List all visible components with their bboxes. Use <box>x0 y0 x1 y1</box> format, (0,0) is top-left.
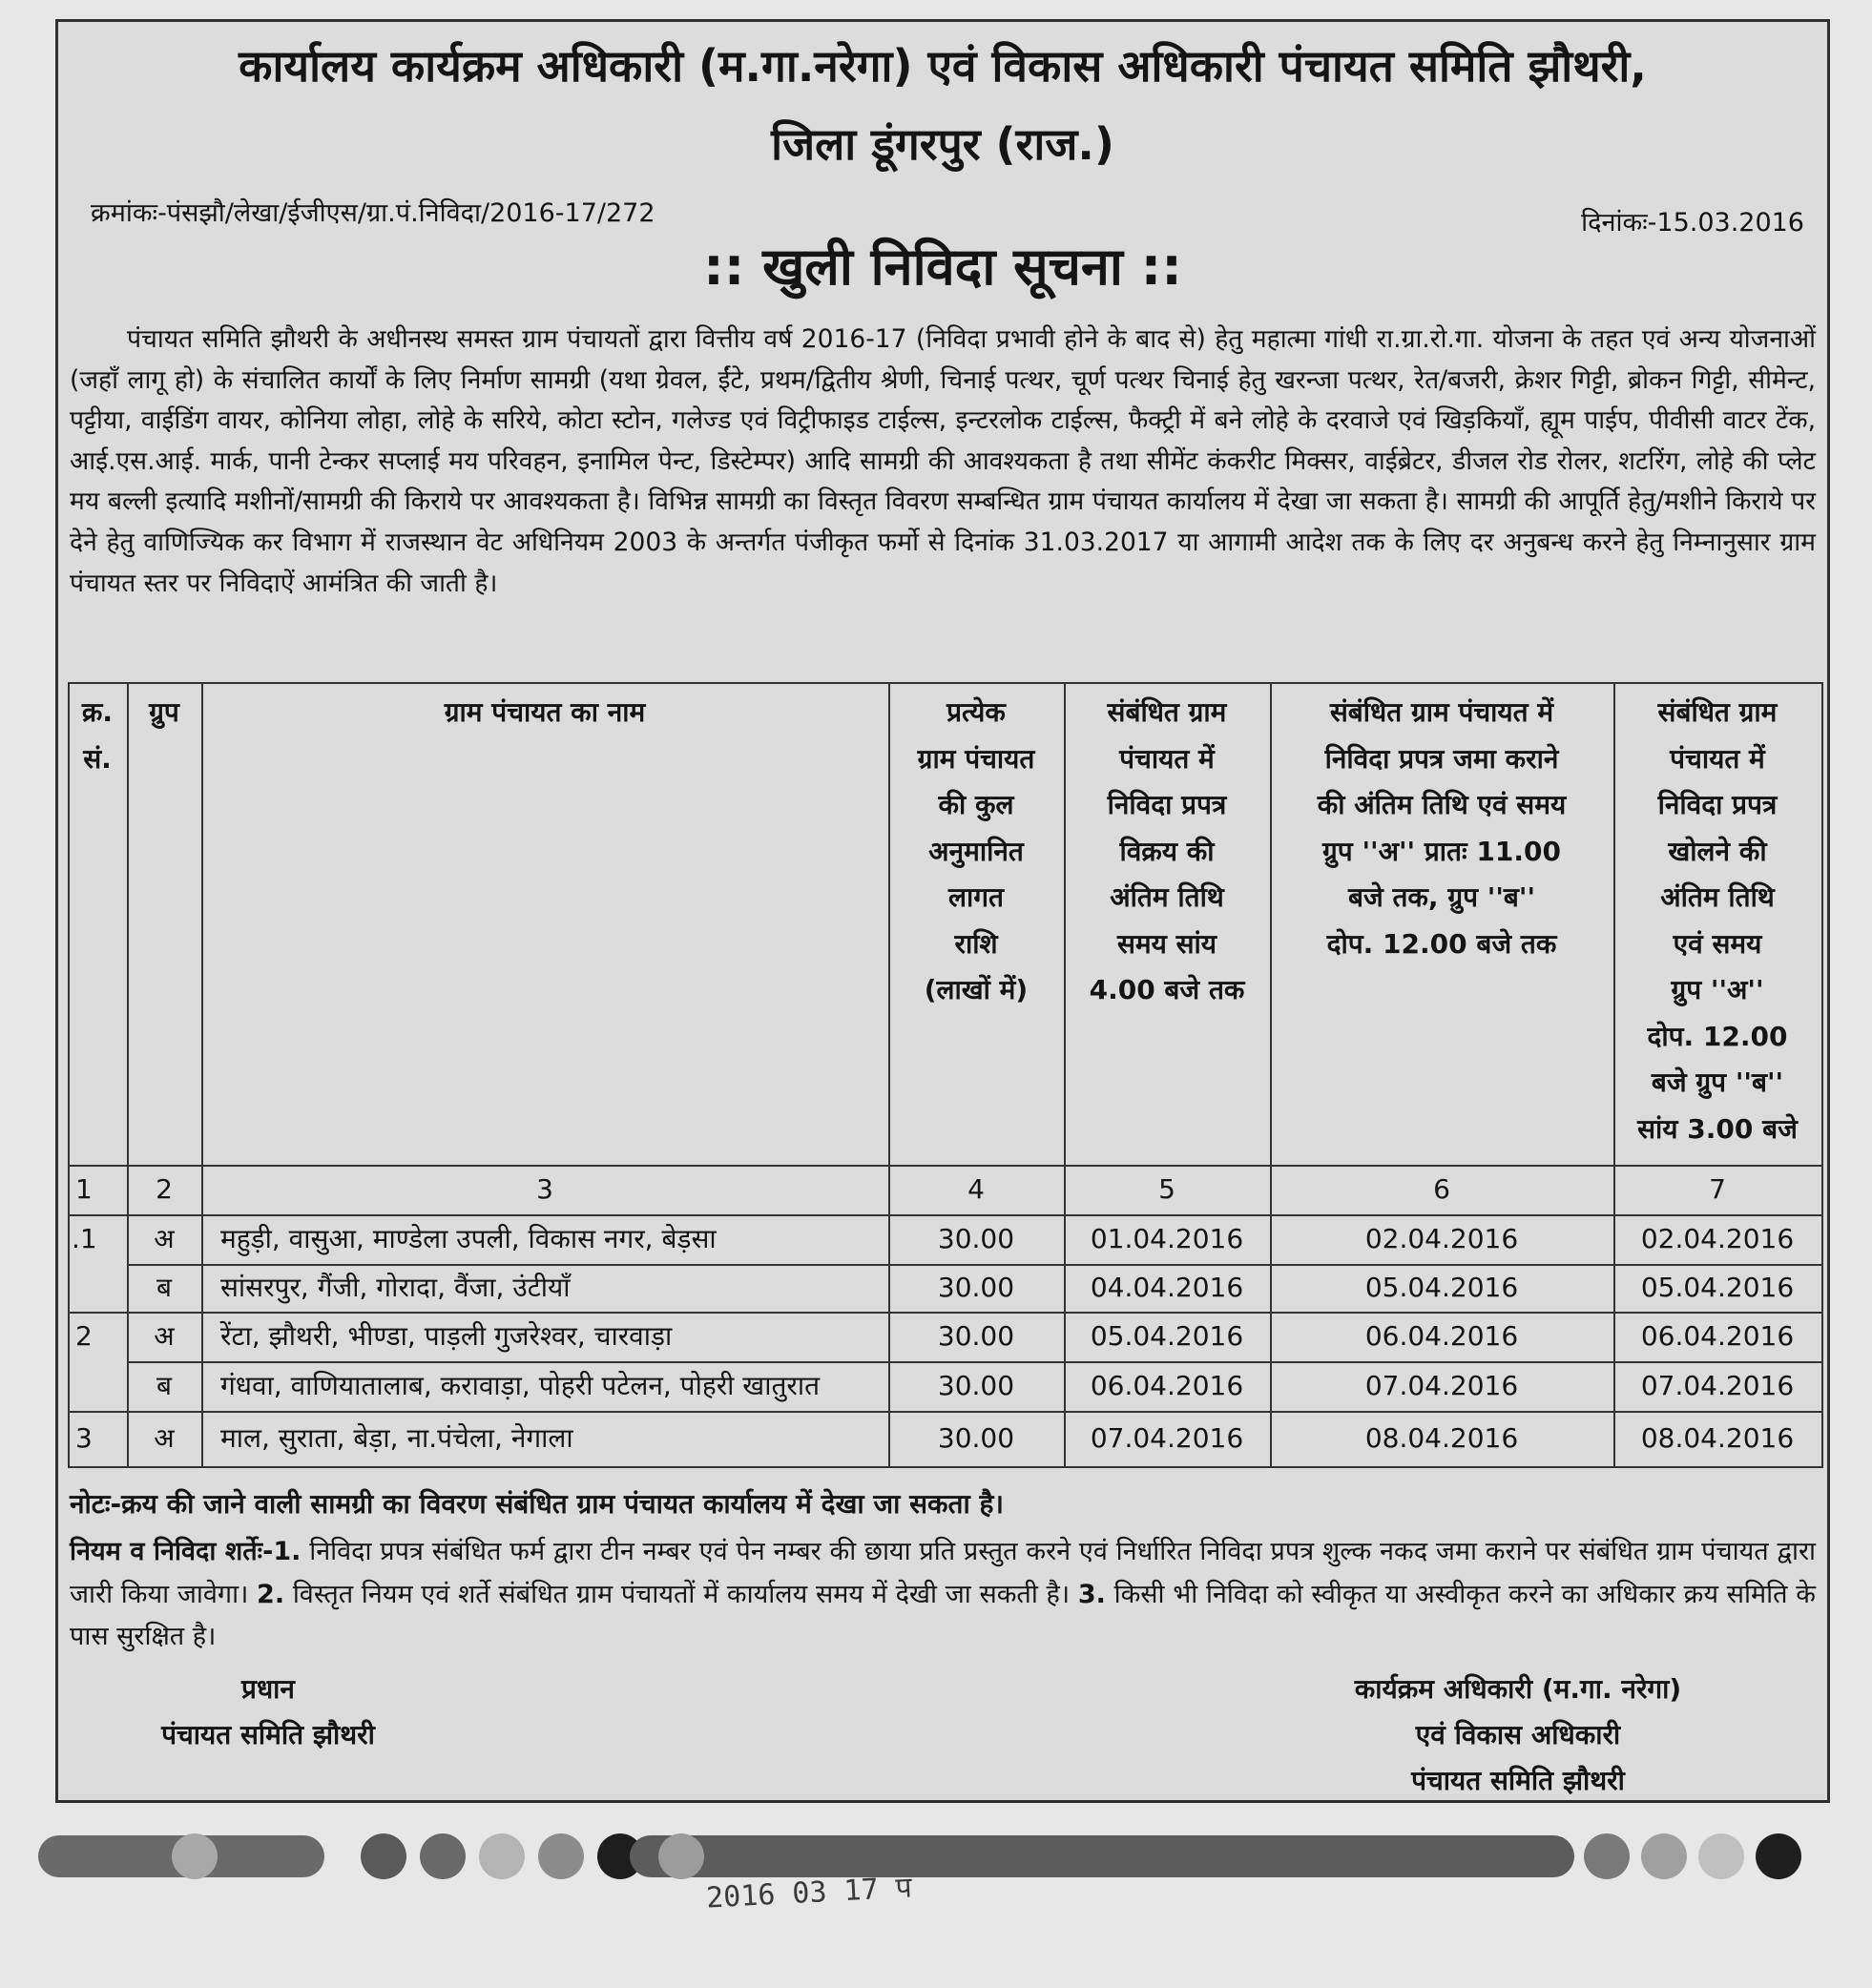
row-group: ब <box>156 1370 172 1401</box>
rule-2: विस्तृत नियम एवं शर्ते संबंधित ग्राम पंचायतों में कार्यालय समय में देखी जा सकती है। <box>292 1579 1071 1609</box>
terms-and-conditions <box>70 1531 1816 1659</box>
handwritten-date-stamp: 2016 03 17 प <box>705 1871 913 1916</box>
row-submit-date: 06.04.2016 <box>1364 1320 1519 1352</box>
row-sale-date: 01.04.2016 <box>1090 1223 1244 1254</box>
column-number: 4 <box>967 1173 985 1205</box>
column-number: 3 <box>536 1173 553 1205</box>
tender-table <box>68 682 1823 1468</box>
row-cost: 30.00 <box>937 1370 1015 1401</box>
tender-notice <box>55 19 1830 1803</box>
header-gp-name: ग्राम पंचायत का नाम <box>444 696 646 728</box>
row-sale-date: 07.04.2016 <box>1090 1422 1244 1454</box>
row-sno: 2 <box>75 1320 93 1352</box>
district-title: जिला डूंगरपुर (राज.) <box>771 118 1114 170</box>
row-group: अ <box>154 1422 175 1454</box>
row-sno: 3 <box>75 1422 93 1454</box>
column-number: 1 <box>75 1173 93 1205</box>
header-group: ग्रुप <box>149 696 179 728</box>
row-gp-name: गंधवा, वाणियातालाब, करावाड़ा, पोहरी पटेलन, पोहरी खातुरात <box>220 1370 821 1401</box>
row-group: अ <box>154 1223 175 1254</box>
row-submit-date: 05.04.2016 <box>1364 1272 1519 1303</box>
row-open-date: 07.04.2016 <box>1640 1370 1795 1401</box>
note: नोटः-क्रय की जाने वाली सामग्री का विवरण संबंधित ग्राम पंचायत कार्यालय में देखा जा सकता है। <box>70 1488 1005 1520</box>
row-open-date: 02.04.2016 <box>1640 1223 1795 1254</box>
column-number: 7 <box>1709 1173 1726 1205</box>
row-cost: 30.00 <box>937 1223 1015 1254</box>
row-group: ब <box>156 1272 172 1303</box>
signature-pradhan: प्रधान पंचायत समिति झौथरी <box>161 1673 375 1750</box>
decorative-strip <box>38 1830 1851 1883</box>
row-sno: .1 <box>72 1223 97 1254</box>
rules-label: नियम व निविदा शर्तेः- <box>70 1537 274 1566</box>
column-number: 5 <box>1158 1173 1175 1205</box>
header-sale-date: संबंधित ग्राम पंचायत में निविदा प्रपत्र विक्रय की अंतिम तिथि समय सांय 4.00 बजे तक <box>1089 696 1245 1005</box>
rule-number: 2. <box>257 1579 285 1609</box>
row-open-date: 06.04.2016 <box>1640 1320 1795 1352</box>
office-title: कार्यालय कार्यक्रम अधिकारी (म.गा.नरेगा) एवं विकास अधिकारी पंचायत समिति झौथरी, <box>239 40 1647 92</box>
notice-date: दिनांकः-15.03.2016 <box>1581 208 1804 238</box>
row-gp-name: सांसरपुर, गैंजी, गोरादा, वैंजा, उंटीयाँ <box>220 1272 571 1303</box>
notice-heading: :: खुली निविदा सूचना :: <box>703 237 1182 297</box>
row-gp-name: महुड़ी, वासुआ, माण्डेला उपली, विकास नगर, बेड़सा <box>220 1223 717 1254</box>
header-cost: प्रत्येक ग्राम पंचायत की कुल अनुमानित लागत राशि (लाखों में) <box>917 696 1035 1005</box>
row-submit-date: 08.04.2016 <box>1364 1422 1519 1454</box>
row-submit-date: 07.04.2016 <box>1364 1370 1519 1401</box>
row-cost: 30.00 <box>937 1272 1015 1303</box>
row-sale-date: 06.04.2016 <box>1090 1370 1244 1401</box>
column-number: 6 <box>1433 1173 1450 1205</box>
rule-3: किसी भी निविदा को स्वीकृत या अस्वीकृत करने का अधिकार क्रय समिति के पास सुरक्षित है। <box>70 1579 1816 1651</box>
row-submit-date: 02.04.2016 <box>1364 1223 1519 1254</box>
column-number: 2 <box>156 1173 173 1205</box>
intro-paragraph: पंचायत समिति झौथरी के अधीनस्थ समस्त ग्राम पंचायतों द्वारा वित्तीय वर्ष 2016-17 (निविदा प्रभावी होने के बाद से) हेतु महात्मा गांधी रा.ग्रा.रो.गा. योजना के तहत एवं अन्य योजनाओं (जहाँ लागू हो) के संचालित कार्यों के लिए निर्माण सामग्री (यथा ग्रेवल, ईंटे, प्रथम/द्वितीय श्रेणी, चिनाई पत्थर, चूर्ण पत्थर चिनाई हेतु खरन्जा पत्थर, रेत/बजरी, क्रेशर गिट्टी, ब्रोकन गिट्टी, सीमेन्ट, पट्टीया, वाईडिंग वायर, कोनिया लोहा, लोहे के सरिये, कोटा स्टोन, गलेज्ड एवं विट्रीफाइड टाईल्स, इन्टरलोक टाईल्स, फैक्ट्री में बने लोहे के दरवाजे एवं खिड़कियाँ, ह्यूम पाईप, पीवीसी वाटर टेंक, आई.एस.आई. मार्क, पानी टेन्कर सप्लाई मय परिवहन, इनामिल पेन्ट, डिस्टेम्पर) आदि सामग्री की आवश्यकता है तथा सीमेंट कंकरीट मिक्सर, वाईब्रेटर, डीजल रोड रोलर, शटरिंग, लोहे की प्लेट मय बल्ली इत्यादि मशीनों/सामग्री की किराये पर आवश्यकता है। विभिन्न सामग्री का विस्तृत विवरण सम्बन्धित ग्राम पंचायत कार्यालय में देखा जा सकता है। सामग्री की आपूर्ति हेतु/मशीने किराये पर देने हेतु वाणिज्यिक कर विभाग में राजस्थान वेट अधिनियम 2003 के अन्तर्गत पंजीकृत फर्मो से दिनांक 31.03.2017 या आगामी आदेश तक के लिए दर अनुबन्ध करने हेतु निम्नानुसार ग्राम पंचायत स्तर पर निविदाऐं आमंत्रित की जाती है। <box>70 324 1816 598</box>
row-cost: 30.00 <box>937 1320 1015 1352</box>
rule-number: 1. <box>273 1537 302 1566</box>
row-sale-date: 04.04.2016 <box>1090 1272 1244 1303</box>
header-open-date: संबंधित ग्राम पंचायत में निविदा प्रपत्र खोलने की अंतिम तिथि एवं समय ग्रुप ''अ'' दोप. 12.00 बजे ग्रुप ''ब'' सांय 3.00 बजे <box>1637 696 1798 1145</box>
row-cost: 30.00 <box>937 1422 1015 1454</box>
row-open-date: 08.04.2016 <box>1640 1422 1795 1454</box>
row-open-date: 05.04.2016 <box>1640 1272 1795 1303</box>
reference-number: क्रमांकः-पंसझौ/लेखा/ईजीएस/ग्रा.पं.निविदा/2016-17/272 <box>91 198 655 228</box>
header-sno: क्र. सं. <box>81 696 114 775</box>
row-sale-date: 05.04.2016 <box>1090 1320 1244 1352</box>
row-gp-name: माल, सुराता, बेड़ा, ना.पंचेला, नेगाला <box>220 1422 573 1454</box>
signature-program-officer: कार्यक्रम अधिकारी (म.गा. नरेगा) एवं विकास अधिकारी पंचायत समिति झौथरी <box>1354 1673 1682 1796</box>
rule-number: 3. <box>1077 1579 1106 1609</box>
row-gp-name: रेंटा, झौथरी, भीण्डा, पाड़ली गुजरेश्वर, चारवाड़ा <box>220 1320 673 1352</box>
header-submit-date: संबंधित ग्राम पंचायत में निविदा प्रपत्र जमा कराने की अंतिम तिथि एवं समय ग्रुप ''अ'' प्रातः 11.00 बजे तक, ग्रुप ''ब'' दोप. 12.00 बजे तक <box>1317 696 1567 960</box>
rule-1: निविदा प्रपत्र संबंधित फर्म द्वारा टीन नम्बर एवं पेन नम्बर की छाया प्रति प्रस्तुत करने एवं निर्धारित निविदा प्रपत्र शुल्क नकद जमा कराने पर संबंधित ग्राम पंचायत द्वारा जारी किया जावेगा। <box>70 1537 1817 1609</box>
row-group: अ <box>154 1320 175 1352</box>
